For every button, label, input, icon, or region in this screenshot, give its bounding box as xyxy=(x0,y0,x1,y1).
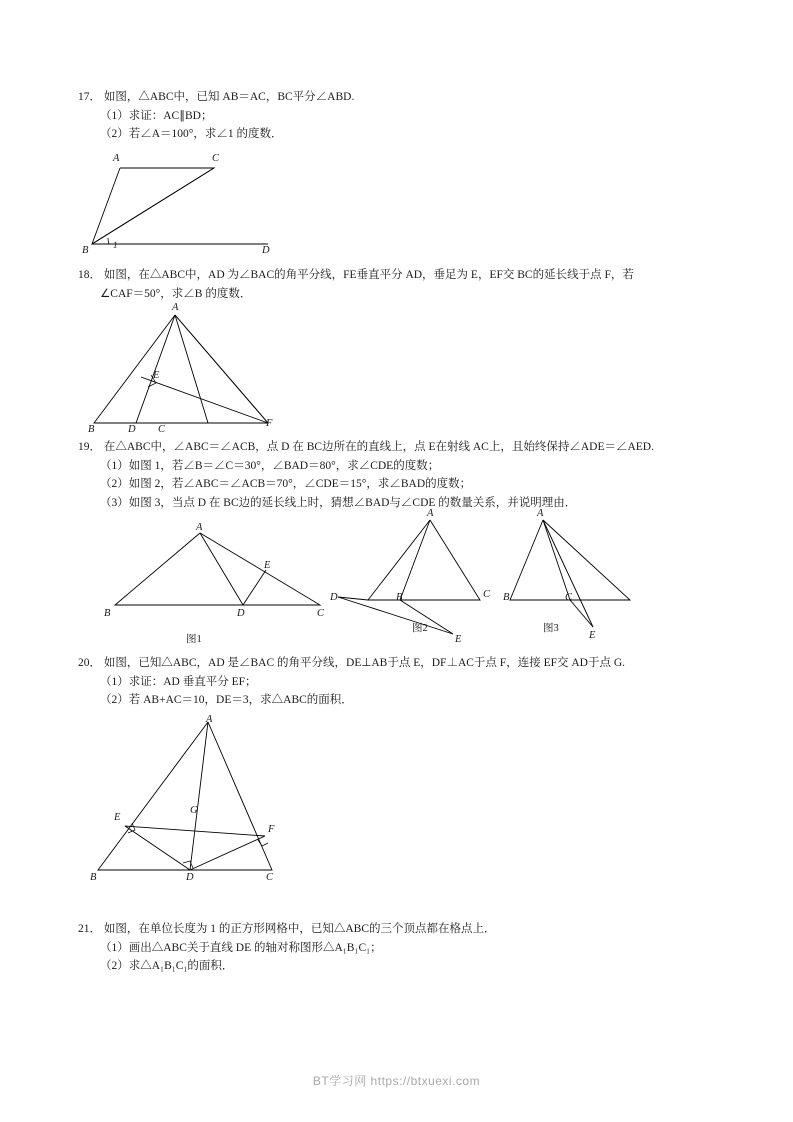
q19-figure-2 xyxy=(330,512,510,637)
question-21 xyxy=(78,920,758,976)
q18-label-E: E xyxy=(153,370,160,381)
q17-line-2: （1）求证：AC∥BD； xyxy=(100,109,213,122)
question-19 xyxy=(78,438,758,513)
question-20 xyxy=(78,654,758,710)
q20-label-G: G xyxy=(190,805,198,816)
q19-fig2-label-A: A xyxy=(427,508,434,519)
q19-fig2-label-D: D xyxy=(330,592,338,603)
q18-figure xyxy=(78,305,378,430)
q19-fig2-label-C: C xyxy=(483,589,491,600)
q20-line-2: （1）求证：AD 垂直平分 EF； xyxy=(100,675,257,688)
q18-line-2: ∠CAF＝50°，求∠B 的度数． xyxy=(100,287,252,300)
site-footer: BT学习网 https://btxuexi.com xyxy=(312,1074,481,1088)
q20-number: 20． xyxy=(78,657,101,669)
q17-label-D: D xyxy=(262,245,270,256)
q19-number: 19． xyxy=(78,441,101,453)
q19-line-2: （1）如图 1，若∠B＝∠C＝30°，∠BAD＝80°，求∠CDE的度数； xyxy=(100,459,440,472)
question-17 xyxy=(78,88,718,144)
q19-fig1-caption: 图1 xyxy=(186,634,202,645)
q19-fig3-label-E: E xyxy=(589,630,596,641)
q19-fig1-label-C: C xyxy=(317,608,325,619)
q19-fig3-label-B: B xyxy=(503,592,510,603)
q18-label-A: A xyxy=(172,302,179,313)
q20-figure xyxy=(90,718,410,888)
q20-label-D: D xyxy=(186,872,194,883)
q20-label-E: E xyxy=(114,812,121,823)
q19-fig3-label-A: A xyxy=(537,508,544,519)
q20-label-C: C xyxy=(266,872,274,883)
q20-line-1: 20． 如图，已知△ABC，AD 是∠BAC 的角平分线，DE⊥AB于点 E，DF⊥AC于点 F，连接 EF交 AD于点 G. xyxy=(78,654,758,673)
q18-line-1: 18． 如图，在△ABC中，AD 为∠BAC的角平分线，FE垂直平分 AD，垂足为 E，EF交 BC的延长线于点 F，若 xyxy=(78,266,738,285)
q21-number: 21． xyxy=(78,923,101,935)
q19-fig1-label-A: A xyxy=(196,522,203,533)
q19-figure-1 xyxy=(108,525,348,615)
q18-label-B: B xyxy=(88,424,95,435)
q17-line-1: 17． 如图，△ABC中，已知 AB＝AC，BC平分∠ABD. xyxy=(78,88,718,107)
q17-label-angle1: 1 xyxy=(113,240,118,250)
q17-label-B: B xyxy=(82,245,89,256)
q19-fig1-label-E: E xyxy=(264,560,271,571)
q19-fig1-label-B: B xyxy=(104,608,111,619)
q19-fig2-label-B: B xyxy=(396,592,403,603)
q17-label-A: A xyxy=(113,153,120,164)
q20-line-3: （2）若 AB+AC＝10，DE＝3，求△ABC的面积． xyxy=(100,694,353,707)
q21-line-1: 21． 如图，在单位长度为 1 的正方形网格中，已知△ABC的三个顶点都在格点上． xyxy=(78,920,758,939)
q18-label-F: F xyxy=(266,418,273,429)
q19-fig2-caption: 图2 xyxy=(412,623,428,634)
q21-line-3: （2）求△A₁B₁C₁的面积． xyxy=(100,960,234,973)
q18-number: 18． xyxy=(78,269,101,281)
q17-number: 17． xyxy=(78,91,101,103)
q17-line-3: （2）若∠A＝100°，求∠1 的度数． xyxy=(100,128,283,141)
q20-label-B: B xyxy=(90,872,97,883)
q18-label-C: C xyxy=(158,424,166,435)
q19-line-1: 19． 在△ABC中，∠ABC＝∠ACB，点 D 在 BC边所在的直线上，点 E在射线 AC上，且始终保持∠ADE＝∠AED. xyxy=(78,438,758,457)
q19-fig2-label-E: E xyxy=(455,634,462,645)
q19-fig3-label-C: C xyxy=(565,592,573,603)
q19-fig3-caption: 图3 xyxy=(543,623,559,634)
q18-label-D: D xyxy=(128,424,136,435)
q20-label-A: A xyxy=(206,714,213,725)
question-18 xyxy=(78,266,738,303)
q21-line-2: （1）画出△ABC关于直线 DE 的轴对称图形△A₁B₁C₁； xyxy=(100,941,382,954)
q19-line-3: （2）如图 2，若∠ABC＝∠ACB＝70°，∠CDE＝15°，求∠BAD的度数； xyxy=(100,478,472,491)
q19-fig1-label-D: D xyxy=(237,608,245,619)
q19-line-4: （3）如图 3，当点 D 在 BC边的延长线上时，猜想∠BAD与∠CDE 的数量关系，并说明理由． xyxy=(100,496,577,509)
q19-figure-3 xyxy=(508,512,698,637)
q17-label-C: C xyxy=(212,153,220,164)
q20-label-F: F xyxy=(268,824,275,835)
